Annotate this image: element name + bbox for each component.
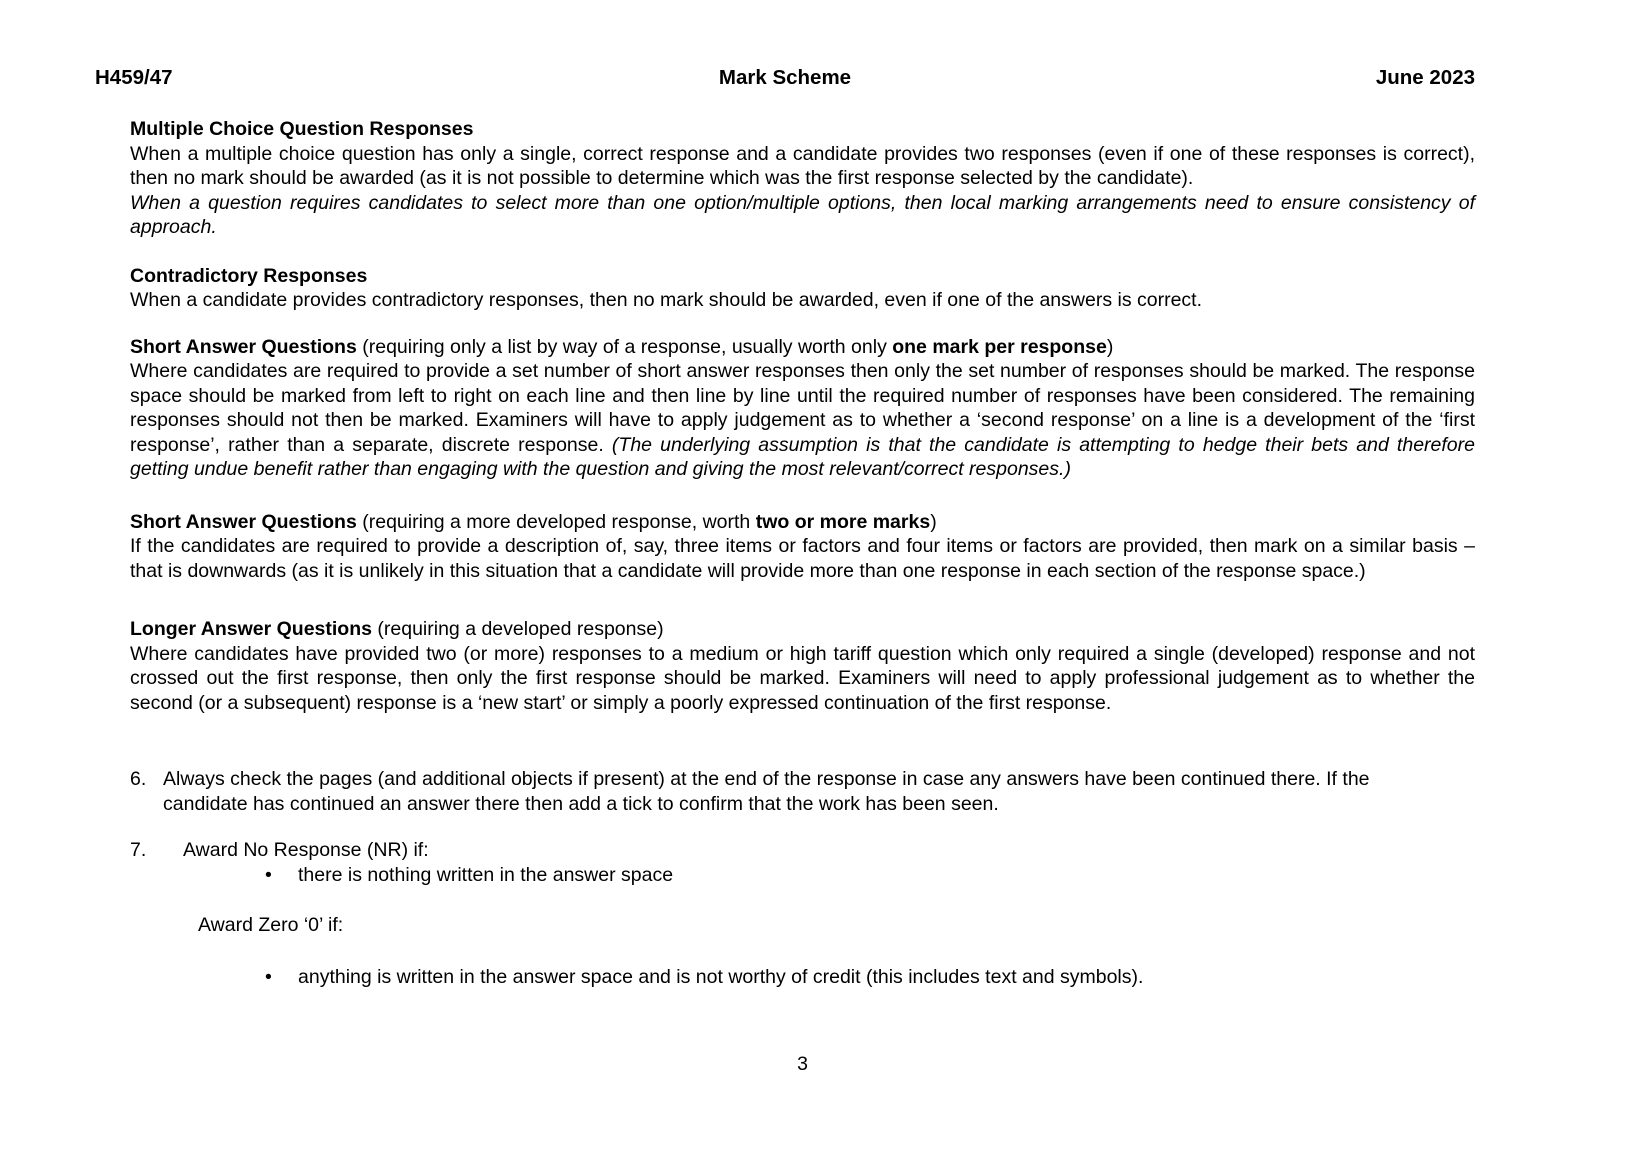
document-body [130,117,1475,989]
list-item-number: 6. [130,768,147,790]
section-heading-normal: (requiring a more developed response, worth [356,510,756,533]
section-heading-text: Contradictory Responses [130,264,368,287]
section-heading-bold: Short Answer Questions [130,335,357,358]
section-multiple-choice-responses [130,117,1475,240]
header-doc-title: Mark Scheme [718,66,852,89]
section-heading [130,264,1475,289]
section-heading-bold: one mark per response [892,335,1107,358]
list-item-number: 7. [130,839,147,861]
bullet-item [163,863,1475,888]
section-heading-normal: (requiring a developed response) [371,618,664,640]
list-item-text: Always check the pages (and additional objects if present) at the end of the response in case any answers have been continued there. If the candidate has continued an answer there then add a tick to confirm that the work has been seen. [163,768,1370,815]
section-heading-bold: Short Answer Questions [130,510,357,533]
page-number: 3 [797,1053,808,1075]
page-header [95,66,1475,91]
bullet-icon: • [265,863,272,886]
section-short-answer-list [130,335,1475,482]
section-contradictory-responses [130,264,1475,313]
section-paragraph: If the candidates are required to provide a description of, say, three items or factors and four items or factors are provided, then mark on a similar basis – that is downwards (as it is unlikely in this situation that a candidate will provide more than one response in each section of the response space.) [130,535,1475,582]
list-item-6 [130,767,1475,816]
paragraph-text: Where candidates are required to provide a set number of short answer responses then only the set number of responses should be marked. The response space should be marked from left to right on each line and then line by line until the required number of responses have been considered. The remaining responses should not then be marked. Examiners will have to apply judgement as to whether a ‘second response’ on a line is a development of the ‘first response’, rather than a separate, discrete response. [130,360,1475,456]
section-heading-normal: ) [1106,335,1114,358]
section-heading [130,117,1475,142]
bullet-item [163,965,1475,990]
section-heading [130,510,1475,535]
section-heading-bold: Longer Answer Questions [130,618,372,640]
section-paragraph: When a multiple choice question has only a single, correct response and a candidate provides two responses (even if one of these responses is correct), then no mark should be awarded (as it is not possible to determine which was the first response selected by the candidate). [130,142,1475,189]
bullet-icon: • [265,965,272,988]
section-paragraph: When a candidate provides contradictory responses, then no mark should be awarded, even if one of the answers is correct. [130,289,1203,311]
header-session-date: June 2023 [1375,66,1475,89]
section-short-answer-developed [130,510,1475,584]
section-heading-text: Multiple Choice Question Responses [130,118,474,140]
paragraph-text-italic: (The underlying assumption is that the candidate is attempting to hedge their bets and therefore getting undue benefit rather than engaging with the question and giving the most relevant/correct responses.) [130,433,1475,480]
award-zero-line: Award Zero ‘0’ if: [198,914,344,936]
section-paragraph [130,359,1475,482]
list-item-content [163,838,1475,989]
section-heading-normal: (requiring only a list by way of a response, usually worth only [356,335,893,358]
bullet-text: there is nothing written in the answer space [298,863,674,886]
section-longer-answer [130,617,1475,715]
award-nr-line: Award No Response (NR) if: [183,839,429,861]
list-item-7 [130,838,1475,989]
section-paragraph: Where candidates have provided two (or more) responses to a medium or high tariff question which only required a single (developed) response and not crossed out the first response, then only the first response should be marked. Examiners will need to apply professional judgement as to whether the second (or a subsequent) response is a ‘new start’ or simply a poorly expressed continuation of the first response. [130,642,1475,714]
section-heading [130,617,1475,642]
section-heading-bold: two or more marks [755,510,931,533]
section-heading-normal: ) [930,510,937,533]
header-paper-code: H459/47 [95,66,173,89]
section-paragraph-italic: When a question requires candidates to select more than one option/multiple options, then local marking arrangements need to ensure consistency of approach. [130,191,1475,238]
bullet-text: anything is written in the answer space and is not worthy of credit (this includes text and symbols). [298,965,1144,988]
section-heading [130,335,1475,360]
